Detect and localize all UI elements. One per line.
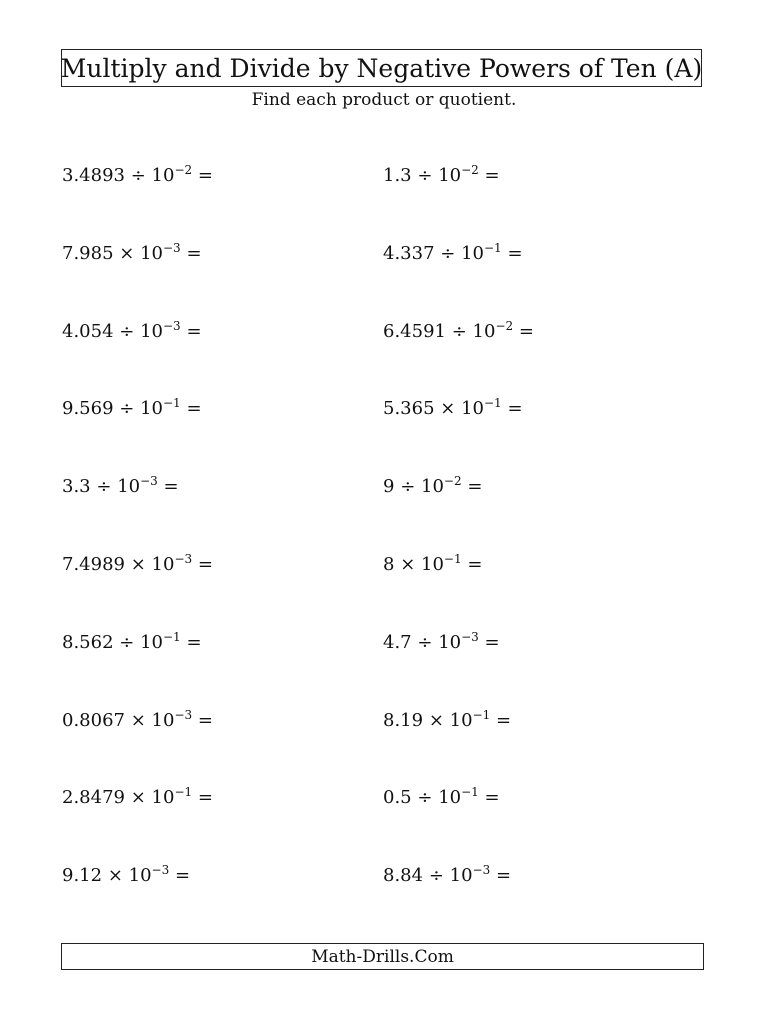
- problem-operator: ÷: [417, 787, 433, 809]
- problem-equals: =: [197, 553, 213, 575]
- problem-equals: =: [163, 476, 179, 498]
- problem-base: 9.569: [62, 398, 114, 420]
- problem-base: 9.12: [62, 865, 103, 887]
- problem-power-base: 10: [438, 631, 462, 653]
- problem-power-base: 10: [461, 398, 484, 420]
- problem-base: 4.054: [62, 320, 114, 342]
- problem-row: [62, 165, 702, 243]
- problem-operator: ÷: [417, 165, 433, 186]
- problem-base: 3.4893: [62, 165, 125, 186]
- problem-equals: =: [507, 398, 523, 420]
- problem-base: 8.19: [383, 709, 424, 731]
- problem: [62, 398, 202, 419]
- problem: [62, 787, 213, 808]
- problem-equals: =: [495, 709, 512, 731]
- problem: [62, 629, 202, 653]
- problem-equals: =: [484, 631, 500, 653]
- problem-exponent: −3: [140, 474, 158, 489]
- problem-operator: ×: [107, 865, 123, 887]
- problem-power-base: 10: [461, 242, 484, 264]
- problem-operator: ×: [400, 553, 416, 575]
- problem-exponent: −3: [174, 551, 193, 566]
- problem-exponent: −3: [163, 318, 181, 333]
- problem-operator: ÷: [428, 865, 444, 887]
- problem-row: [62, 629, 702, 710]
- problem-equals: =: [507, 242, 523, 264]
- footer-text: Math-Drills.Com: [311, 946, 454, 967]
- problem-equals: =: [186, 631, 202, 653]
- problem-operator: ÷: [440, 242, 456, 264]
- problem-power-base: 10: [151, 165, 175, 186]
- problem-base: 6.4591: [383, 320, 446, 342]
- problem-row: [62, 240, 702, 321]
- worksheet-title: Multiply and Divide by Negative Powers of Ten (A): [60, 53, 703, 83]
- problem-equals: =: [484, 165, 500, 186]
- problem-exponent: −1: [174, 785, 193, 800]
- problem-exponent: −1: [163, 629, 181, 644]
- problem-equals: =: [186, 242, 202, 264]
- problem-equals: =: [197, 709, 213, 731]
- problem-exponent: −2: [495, 318, 514, 333]
- problem-row: [62, 865, 702, 943]
- problem-base: 8: [383, 553, 395, 575]
- problem-exponent: −3: [151, 863, 170, 878]
- problem-exponent: −2: [174, 163, 193, 177]
- problem-operator: ×: [119, 242, 135, 264]
- problem-base: 7.985: [62, 242, 114, 264]
- problem-power-base: 10: [140, 398, 163, 420]
- footer-box: [61, 943, 704, 970]
- problem-operator: ÷: [96, 476, 112, 498]
- problem-equals: =: [467, 553, 483, 575]
- problem-equals: =: [197, 787, 213, 809]
- problem-row: [62, 787, 702, 865]
- problem: [383, 476, 482, 497]
- problem-base: 5.365: [383, 398, 435, 420]
- problem-equals: =: [518, 320, 534, 342]
- problem-row: [62, 318, 702, 399]
- problem-equals: =: [495, 865, 512, 887]
- problem: [383, 165, 500, 186]
- problem: [62, 165, 213, 186]
- problem-base: 8.84: [383, 865, 424, 887]
- problem-list: [62, 165, 702, 943]
- problem-power-base: 10: [140, 631, 163, 653]
- problem-equals: =: [197, 165, 213, 186]
- problem: [62, 318, 202, 342]
- problem-power-base: 10: [438, 165, 462, 186]
- problem: [383, 865, 511, 886]
- problem-row: [62, 551, 702, 632]
- problem: [62, 865, 190, 886]
- problem-operator: ×: [428, 709, 444, 731]
- problem-power-base: 10: [438, 787, 462, 809]
- problem-base: 4.7: [383, 631, 412, 653]
- problem-equals: =: [484, 787, 500, 809]
- problem-exponent: −1: [443, 551, 462, 566]
- problem-base: 2.8479: [62, 787, 125, 809]
- problem-base: 4.337: [383, 242, 435, 264]
- problem-row: [62, 707, 702, 788]
- problem-operator: ÷: [417, 631, 433, 653]
- problem-base: 3.3: [62, 476, 91, 498]
- problem-equals: =: [186, 398, 202, 420]
- problem-operator: ÷: [119, 320, 135, 342]
- problem: [383, 551, 483, 575]
- problem-exponent: −1: [461, 785, 479, 800]
- problem: [383, 318, 534, 342]
- problem-operator: ÷: [400, 476, 416, 498]
- problem: [62, 476, 179, 497]
- problem-exponent: −2: [443, 474, 462, 489]
- problem: [383, 707, 512, 731]
- problem: [383, 787, 500, 808]
- problem-base: 0.8067: [62, 709, 125, 731]
- problem-operator: ÷: [119, 398, 135, 420]
- problem-power-base: 10: [421, 553, 444, 575]
- problem: [383, 629, 500, 653]
- problem-operator: ×: [440, 398, 456, 420]
- problem-exponent: −1: [484, 240, 502, 255]
- problem-exponent: −1: [472, 707, 491, 722]
- problem-exponent: −3: [472, 863, 491, 878]
- problem-operator: ÷: [451, 320, 467, 342]
- problem-power-base: 10: [151, 553, 175, 575]
- problem-operator: ÷: [119, 631, 135, 653]
- problem-base: 0.5: [383, 787, 412, 809]
- problem-equals: =: [174, 865, 191, 887]
- problem-power-base: 10: [151, 787, 175, 809]
- problem-operator: ×: [130, 787, 146, 809]
- problem-exponent: −2: [461, 163, 479, 177]
- problem-row: [62, 476, 702, 554]
- problem-power-base: 10: [151, 709, 175, 731]
- problem-power-base: 10: [449, 865, 473, 887]
- problem-equals: =: [467, 476, 483, 498]
- problem-power-base: 10: [140, 242, 163, 264]
- problem-base: 9: [383, 476, 395, 498]
- problem-power-base: 10: [472, 320, 496, 342]
- problem-exponent: −1: [163, 396, 181, 411]
- problem: [62, 707, 213, 731]
- problem-operator: ×: [130, 709, 146, 731]
- problem-operator: ×: [130, 553, 146, 575]
- problem-exponent: −3: [163, 240, 181, 255]
- problem-exponent: −1: [484, 396, 502, 411]
- problem-power-base: 10: [117, 476, 141, 498]
- problem-exponent: −3: [174, 707, 193, 722]
- problem-power-base: 10: [421, 476, 444, 498]
- problem-exponent: −3: [461, 629, 479, 644]
- problem-base: 8.562: [62, 631, 114, 653]
- problem: [383, 398, 523, 419]
- problem: [62, 240, 202, 264]
- problem-operator: ÷: [130, 165, 146, 186]
- problem-row: [62, 398, 702, 476]
- problem: [383, 240, 523, 264]
- problem: [62, 551, 213, 575]
- title-box: [61, 49, 702, 87]
- problem-equals: =: [186, 320, 202, 342]
- problem-base: 7.4989: [62, 553, 125, 575]
- problem-base: 1.3: [383, 165, 412, 186]
- problem-power-base: 10: [128, 865, 152, 887]
- problem-power-base: 10: [140, 320, 163, 342]
- problem-power-base: 10: [449, 709, 473, 731]
- instructions: Find each product or quotient.: [251, 90, 517, 110]
